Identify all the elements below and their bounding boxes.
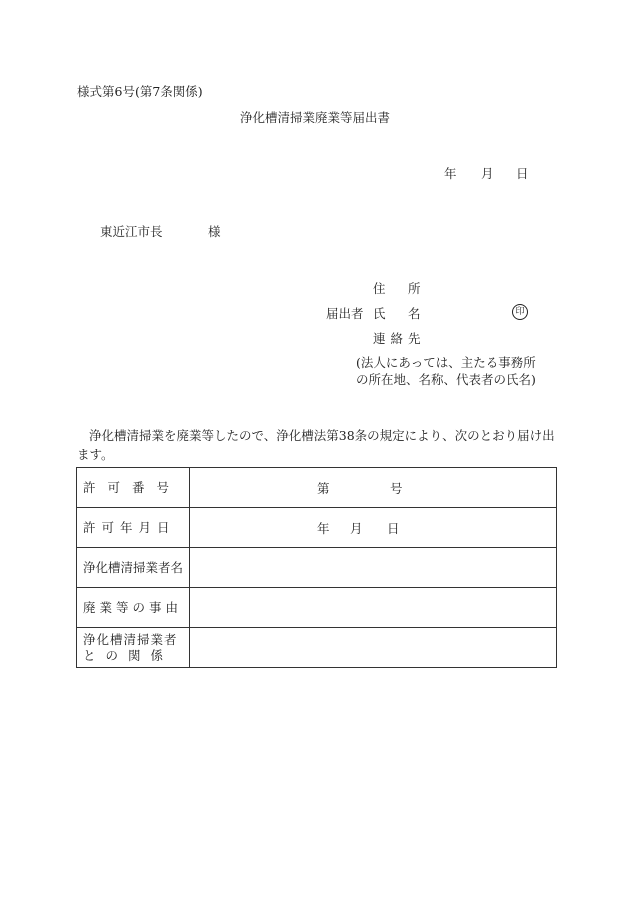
name-label-char-2: 名	[408, 306, 421, 321]
corporation-note-line-1: (法人にあっては、主たる事務所	[356, 355, 536, 370]
table-row	[77, 628, 557, 668]
permit-date-month: 月	[350, 520, 363, 536]
contractor-name-field[interactable]	[190, 548, 557, 588]
date-month-label: 月	[481, 166, 494, 181]
row-label-contractor-name: 浄化槽清掃業者名	[77, 548, 190, 588]
reason-field[interactable]	[190, 588, 557, 628]
statement-paragraph: 浄化槽清掃業を廃業等したので、浄化槽法第38条の規定により、次のとおり届け出ます。	[77, 428, 555, 462]
date-year-label: 年	[444, 166, 457, 181]
addressee-name: 東近江市長	[100, 224, 163, 239]
relationship-field[interactable]	[190, 628, 557, 668]
table-row	[77, 508, 557, 548]
row-label-permit-date: 許可年月日	[77, 508, 190, 548]
permit-date-year: 年	[317, 520, 330, 536]
row-label-reason: 廃業等の事由	[77, 588, 190, 628]
date-day-label: 日	[516, 166, 529, 181]
form-number-label: 様式第6号(第7条関係)	[77, 84, 203, 99]
corporation-note-line-2: の所在地、名称、代表者の氏名)	[356, 372, 536, 387]
addressee-honorific: 様	[208, 224, 221, 239]
seal-mark: 印	[512, 304, 528, 320]
permit-date-day: 日	[387, 520, 400, 536]
table-row	[77, 468, 557, 508]
permit-number-field[interactable]	[190, 468, 557, 508]
permit-number-suffix: 号	[390, 480, 403, 496]
notification-form-table	[76, 467, 557, 668]
contact-label: 連絡先	[373, 331, 426, 346]
row-label-relationship: 浄化槽清掃業者 との関係	[77, 628, 190, 668]
table-row	[77, 548, 557, 588]
row-label-permit-number: 許可番号	[77, 468, 190, 508]
address-label-char-2: 所	[408, 281, 421, 296]
address-label-char-1: 住	[373, 281, 386, 296]
permit-date-field[interactable]	[190, 508, 557, 548]
document-title: 浄化槽清掃業廃業等届出書	[240, 110, 391, 125]
permit-number-prefix: 第	[317, 480, 330, 496]
name-label-char-1: 氏	[373, 306, 386, 321]
notifier-label: 届出者	[326, 306, 364, 321]
table-row	[77, 588, 557, 628]
